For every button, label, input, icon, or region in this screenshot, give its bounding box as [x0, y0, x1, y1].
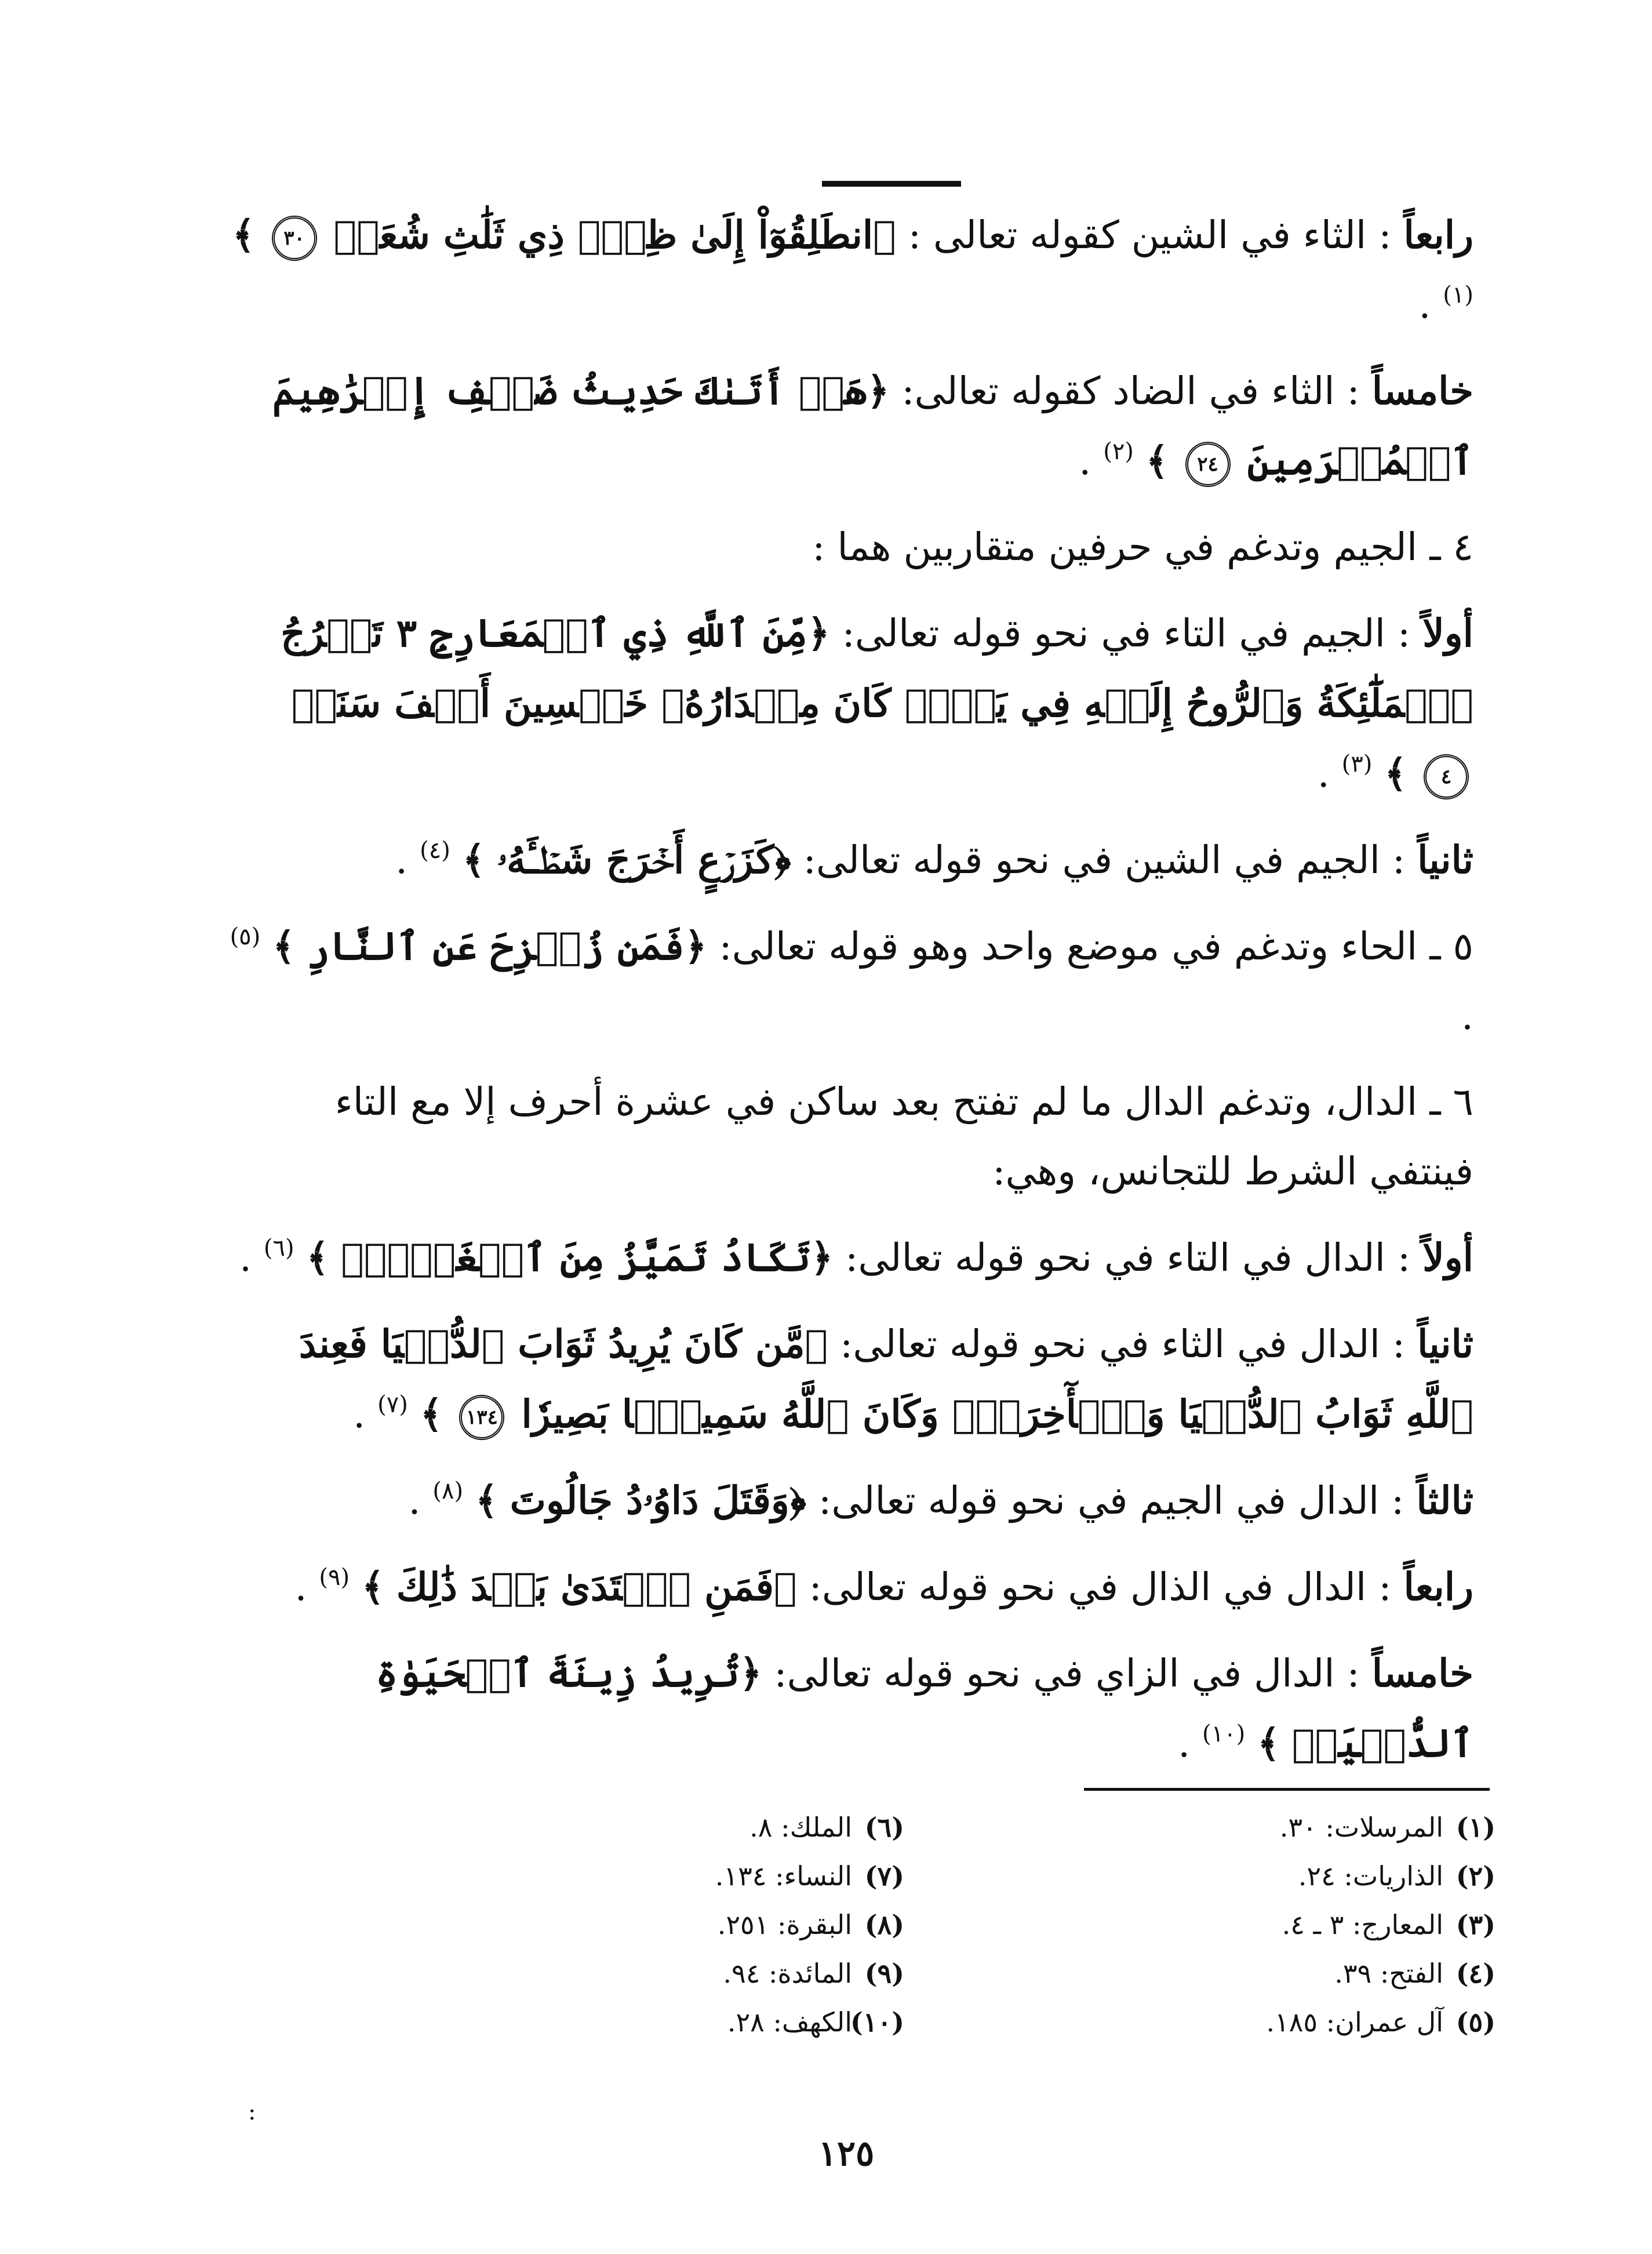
quran-close-bracket: ﴾: [362, 1564, 384, 1609]
footnote-item: [1032, 1803, 1495, 1852]
sentence-end: .: [294, 1565, 307, 1609]
footnote-text: آل عمران: ١٨٥.: [1266, 2006, 1443, 2038]
footnote-text: الكهف: ٢٨.: [727, 2006, 852, 2038]
paragraph-text: ٦ ـ الدال، وتدغم الدال ما لم تفتح بعد ساكن في عشرة أحرف إلا مع التاء فينتفي الشرط للتجانس، وهي:: [334, 1079, 1473, 1194]
footnote-text: المائدة: ٩٤.: [723, 1958, 852, 1989]
footnote-item: [1032, 1852, 1495, 1900]
paragraph: [227, 911, 1473, 1051]
quran-quote: ﴿وَقَتَلَ دَاوُۥدُ جَالُوتَ: [510, 1478, 807, 1523]
quran-close-bracket: ﴾: [475, 1478, 498, 1523]
paragraph-lead-word: أولاً: [1422, 1235, 1473, 1280]
footnote-number: (٤): [1455, 1958, 1495, 1989]
footnote-number: (٢): [1455, 1860, 1495, 1892]
paragraph-text: : الدال في الثاء في نحو قوله تعالى:: [840, 1322, 1406, 1366]
footnote-number: (٣): [1455, 1909, 1495, 1940]
footnote-number: (١): [1455, 1812, 1495, 1843]
sentence-end: .: [395, 838, 408, 882]
footnotes-left-column: [441, 1803, 904, 2046]
paragraph-lead-word: ثانياً: [1417, 837, 1473, 882]
paragraph-text: : الدال في الزاي في نحو قوله تعالى:: [774, 1651, 1360, 1696]
footnote-item: [441, 1900, 904, 1949]
quran-quote: ﴿فَمَنِ ٱعۡتَدَىٰ بَعۡدَ ذَٰلِكَ: [396, 1564, 797, 1609]
page-number: ١٢٥: [818, 2133, 875, 2174]
quran-close-bracket: ﴾: [232, 212, 255, 257]
footnote-separator: [1084, 1788, 1490, 1791]
quran-quote: ﴿تَكَادُ تَمَيَّزُ مِنَ ٱلۡغَيۡظِۖ: [341, 1235, 834, 1280]
footnote-text: البقرة: ٢٥١.: [717, 1909, 852, 1940]
paragraph-text: : الثاء في الضاد كقوله تعالى:: [901, 369, 1360, 413]
quran-close-bracket: ﴾: [420, 1391, 443, 1437]
sentence-end: .: [1418, 282, 1431, 327]
quran-quote: ﴿مِّنَ ٱللَّهِ ذِي ٱلۡمَعَارِجِ ٣ تَعۡرُجُ ٱلۡمَلَٰٓئِكَةُ وَٱلرُّوحُ إِلَيۡهِ فِي يَوۡمٖ كَانَ مِقۡدَارُهُۥ خَمۡسِينَ أَلۡفَ سَنَةٖ: [281, 610, 1473, 726]
paragraph: [227, 200, 1473, 340]
quran-quote: ﴿فَمَن زُحۡزِحَ عَنِ ٱلنَّارِ: [307, 924, 707, 969]
paragraph-text: ٤ ـ الجيم وتدغم في حرفين متقاربين هما :: [812, 525, 1473, 569]
paragraph-text: : الدال في الذال في نحو قوله تعالى:: [809, 1565, 1392, 1609]
paragraph-text: : الجيم في التاء في نحو قوله تعالى:: [842, 611, 1411, 656]
paragraph-text: ٥ ـ الحاء وتدغم في موضع واحد وهو قوله تعالى:: [719, 924, 1473, 969]
paragraph-text: : الثاء في الشين كقوله تعالى :: [908, 213, 1392, 257]
paragraph-text: : الدال في الجيم في نحو قوله تعالى:: [818, 1478, 1404, 1523]
main-text: [227, 200, 1473, 1795]
paragraph: [227, 1309, 1473, 1449]
sentence-end: .: [1461, 994, 1473, 1038]
sentence-end: .: [1079, 439, 1091, 483]
sentence-end: .: [353, 1392, 366, 1437]
quran-quote: ﴿هَلۡ أَتَىٰكَ حَدِيثُ ضَيۡفِ إِبۡرَٰهِيمَ ٱلۡمُكۡرَمِينَ: [272, 368, 1473, 483]
paragraph: [227, 825, 1473, 895]
paragraph-text: : الدال في التاء في نحو قوله تعالى:: [845, 1235, 1411, 1280]
footnote-text: الفتح: ٣٩.: [1334, 1958, 1443, 1989]
ayah-number-medallion: ١٣٤: [459, 1395, 504, 1440]
footnote-item: [441, 1852, 904, 1900]
quran-quote: ﴿كَزَرۡعٍ أَخۡرَجَ شَطۡـَٔهُۥ: [497, 837, 791, 882]
paragraph-text: : الجيم في الشين في نحو قوله تعالى:: [803, 838, 1406, 882]
sentence-end: .: [1317, 751, 1330, 796]
footnote-item: [1032, 1900, 1495, 1949]
paragraph-lead-word: أولاً: [1422, 610, 1473, 656]
quran-close-bracket: ﴾: [1257, 1721, 1280, 1766]
paragraph: [227, 1067, 1473, 1206]
paragraph-lead-word: ثانياً: [1417, 1321, 1473, 1366]
quran-quote: ﴿مَّن كَانَ يُرِيدُ ثَوَابَ ٱلدُّنۡيَا فَعِندَ ٱللَّهِ ثَوَابُ ٱلدُّنۡيَا وَٱلۡأٓخِرَةِۚ وَكَانَ ٱللَّهُ سَمِيعَۢا بَصِيرٗا: [299, 1321, 1473, 1437]
footnote-number: (٥): [1455, 2006, 1495, 2038]
footnote-item: [441, 1949, 904, 1998]
ayah-number-medallion: ٣٠: [272, 216, 317, 261]
footnote-number: (٩): [864, 1958, 904, 1989]
margin-mark: :: [248, 2099, 256, 2125]
footnote-item: [441, 1803, 904, 1852]
paragraph-lead-word: خامساً: [1371, 1650, 1473, 1696]
footnote-number: (٨): [864, 1909, 904, 1940]
footnote-reference: (٧): [377, 1391, 408, 1418]
footnote-reference: (٨): [432, 1478, 464, 1504]
paragraph: [227, 598, 1473, 809]
paragraph: [227, 1638, 1473, 1779]
paragraph: [227, 356, 1473, 496]
footnote-reference: (٦): [263, 1235, 294, 1261]
paragraph-lead-word: رابعاً: [1403, 1564, 1473, 1609]
footnote-text: الملك: ٨.: [749, 1812, 852, 1843]
sentence-end: .: [1178, 1721, 1191, 1766]
footnote-item: [1032, 1998, 1495, 2046]
sentence-end: .: [239, 1235, 252, 1280]
paragraph-lead-word: ثالثاً: [1416, 1478, 1473, 1523]
footnote-reference: (٤): [420, 837, 450, 864]
quran-quote: ﴿تُرِيدُ زِينَةَ ٱلۡحَيَوٰةِ ٱلدُّنۡيَاۖ: [375, 1650, 1473, 1766]
footnote-reference: (١): [1443, 282, 1473, 308]
sentence-end: .: [408, 1478, 421, 1523]
footnote-reference: (٩): [319, 1564, 350, 1591]
paragraph-lead-word: رابعاً: [1403, 212, 1473, 257]
footnotes-right-column: [1032, 1803, 1495, 2046]
footnote-item: [1032, 1949, 1495, 1998]
quran-quote: ﴿انطَلِقُوٓاْ إِلَىٰ ظِلّٖ ذِي ثَلَٰثِ شُعَبٖ: [333, 212, 896, 257]
footnote-reference: (٣): [1341, 751, 1373, 777]
paragraph: [227, 1552, 1473, 1622]
paragraph: [227, 1466, 1473, 1536]
paragraph-lead-word: خامساً: [1371, 368, 1473, 413]
footnote-item: [441, 1998, 904, 2046]
paragraph: [227, 512, 1473, 582]
footnote-reference: (١٠): [1202, 1721, 1246, 1747]
footnote-text: المعارج: ٣ ـ ٤.: [1282, 1909, 1443, 1940]
quran-close-bracket: ﴾: [1384, 751, 1407, 796]
footnote-reference: (٢): [1103, 438, 1134, 465]
footnote-number: (٧): [864, 1860, 904, 1892]
quran-close-bracket: ﴾: [1145, 438, 1169, 483]
quran-close-bracket: ﴾: [462, 837, 485, 882]
footnote-text: المرسلات: ٣٠.: [1279, 1812, 1443, 1843]
paragraph: [227, 1223, 1473, 1293]
ayah-number-medallion: ٤: [1424, 754, 1469, 799]
footnote-text: النساء: ١٣٤.: [715, 1860, 852, 1892]
footnote-number: (٦): [864, 1812, 904, 1843]
quran-close-bracket: ﴾: [306, 1235, 329, 1280]
footnote-text: الذاريات: ٢٤.: [1298, 1860, 1443, 1892]
ayah-number-medallion: ٢٤: [1185, 442, 1231, 487]
quran-close-bracket: ﴾: [272, 924, 295, 969]
header-rule: [822, 181, 961, 187]
footnote-number: (١٠): [850, 2006, 904, 2038]
footnote-reference: (٥): [230, 924, 261, 950]
